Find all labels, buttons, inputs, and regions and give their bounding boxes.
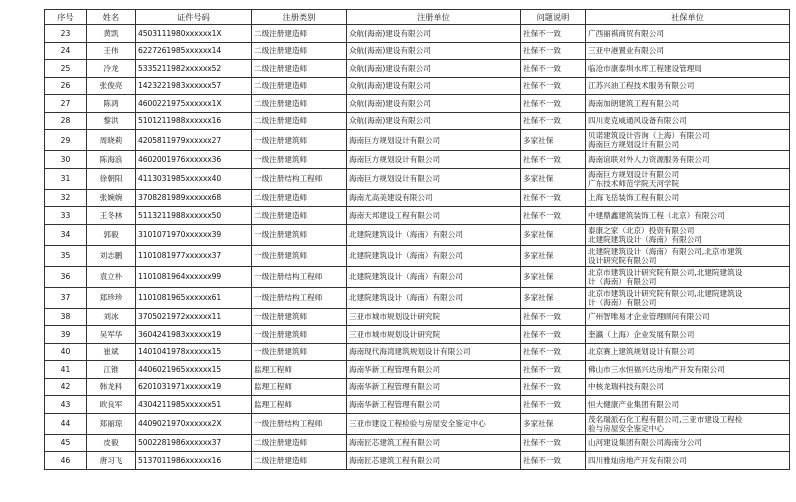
cell-id: 4600221975xxxxxx1X	[136, 95, 252, 113]
cell-social	[586, 168, 790, 189]
cell-type: 监理工程师	[252, 396, 347, 414]
social-line: 计（海南）有限公司	[588, 276, 657, 286]
table-row	[45, 361, 790, 379]
cell-name: 崔斌	[87, 343, 136, 361]
cell-unit: 北建院建筑设计（海南）有限公司	[347, 266, 521, 287]
social-line: 广西丽祺商贸有限公司	[588, 28, 664, 38]
cell-id: 4205811979xxxxxx27	[136, 130, 252, 151]
cell-id: 1101081977xxxxxx37	[136, 245, 252, 266]
cell-id: 1401041978xxxxxx15	[136, 343, 252, 361]
cell-social	[586, 151, 790, 169]
table-row	[45, 207, 790, 225]
cell-name: 王伟	[87, 42, 136, 60]
table-row	[45, 326, 790, 344]
social-line: 海南巨方规划设计有限公司	[588, 140, 680, 149]
cell-no: 39	[45, 326, 87, 344]
table-row	[45, 396, 790, 414]
social-line: 恒大健康产业集团有限公司	[588, 399, 680, 409]
table-row	[45, 434, 790, 452]
cell-name: 郑珍珍	[87, 287, 136, 308]
cell-no: 32	[45, 189, 87, 207]
social-line: 海南巨方规划设计有限公司	[588, 169, 680, 179]
cell-id: 3705021972xxxxxx11	[136, 308, 252, 326]
cell-name: 黎洪	[87, 112, 136, 130]
social-line: 临沧市康泰圳水库工程建设管理局	[588, 63, 702, 73]
social-line: 北京赛上建筑规划设计有限公司	[588, 347, 695, 357]
cell-unit: 众航(海南)建设有限公司	[347, 112, 521, 130]
cell-type: 一级注册结构工程师	[252, 168, 347, 189]
cell-id: 1101081964xxxxxx99	[136, 266, 252, 287]
social-line: 上海飞岳装饰工程有限公司	[588, 193, 680, 203]
cell-unit: 海南巨方规划设计有限公司	[347, 168, 521, 189]
cell-id: 5137011986xxxxxx16	[136, 452, 252, 470]
cell-name: 黄凯	[87, 25, 136, 43]
cell-unit: 海南华新工程管理有限公司	[347, 361, 521, 379]
cell-name: 刘冰	[87, 308, 136, 326]
social-line: 北建院建筑设计（海南）有限公司,北京市建筑	[588, 246, 743, 256]
cell-social	[586, 77, 790, 95]
cell-social	[586, 396, 790, 414]
cell-unit: 海南华新工程管理有限公司	[347, 378, 521, 396]
cell-social	[586, 112, 790, 130]
cell-unit: 北建院建筑设计（海南）有限公司	[347, 224, 521, 245]
cell-social	[586, 189, 790, 207]
cell-social	[586, 434, 790, 452]
social-line: 贝诺建筑设计咨询（上海）有限公司	[588, 131, 710, 140]
header-type: 注册类别	[252, 10, 347, 25]
table-row	[45, 413, 790, 434]
social-line: 海南加朗建筑工程有限公司	[588, 98, 680, 108]
cell-issue: 社保不一致	[521, 112, 586, 130]
cell-unit: 众航(海南)建设有限公司	[347, 25, 521, 43]
cell-social	[586, 452, 790, 470]
cell-id: 4304211985xxxxxx51	[136, 396, 252, 414]
cell-no: 45	[45, 434, 87, 452]
social-line: 设计研究院有限公司	[588, 255, 657, 265]
cell-issue: 社保不一致	[521, 77, 586, 95]
cell-type: 二级注册建造师	[252, 189, 347, 207]
cell-unit: 众航(海南)建设有限公司	[347, 42, 521, 60]
cell-social	[586, 287, 790, 308]
table-row	[45, 42, 790, 60]
cell-no: 24	[45, 42, 87, 60]
social-line: 佛山市三水恒福兴达房地产开发有限公司	[588, 364, 725, 374]
cell-social	[586, 361, 790, 379]
cell-issue: 多家社保	[521, 168, 586, 189]
cell-no: 41	[45, 361, 87, 379]
cell-issue: 社保不一致	[521, 396, 586, 414]
cell-id: 3708281989xxxxxx68	[136, 189, 252, 207]
cell-id: 1101081965xxxxxx61	[136, 287, 252, 308]
header-no: 序号	[45, 10, 87, 25]
cell-type: 二级注册建造师	[252, 452, 347, 470]
cell-social	[586, 245, 790, 266]
cell-unit: 众航(海南)建设有限公司	[347, 77, 521, 95]
table-row	[45, 25, 790, 43]
cell-issue: 社保不一致	[521, 326, 586, 344]
cell-id: 4409021970xxxxxx2X	[136, 413, 252, 434]
cell-issue: 多家社保	[521, 413, 586, 434]
header-unit: 注册单位	[347, 10, 521, 25]
cell-issue: 社保不一致	[521, 25, 586, 43]
cell-type: 一级注册结构工程师	[252, 287, 347, 308]
cell-no: 30	[45, 151, 87, 169]
cell-type: 一级注册建筑师	[252, 224, 347, 245]
cell-name: 徐朝阳	[87, 168, 136, 189]
cell-no: 38	[45, 308, 87, 326]
table-row	[45, 287, 790, 308]
cell-name: 王冬林	[87, 207, 136, 225]
cell-name: 冷龙	[87, 60, 136, 78]
header-name: 姓名	[87, 10, 136, 25]
cell-unit: 海南匠芯建筑工程有限公司	[347, 452, 521, 470]
cell-unit: 海南巨方规划设计有限公司	[347, 151, 521, 169]
cell-no: 23	[45, 25, 87, 43]
cell-issue: 社保不一致	[521, 95, 586, 113]
cell-unit: 海南巨方规划设计有限公司	[347, 130, 521, 151]
social-line: 中核龙瑞科技有限公司	[588, 382, 664, 392]
cell-social	[586, 326, 790, 344]
cell-type: 监理工程师	[252, 361, 347, 379]
cell-issue: 社保不一致	[521, 361, 586, 379]
table-row	[45, 151, 790, 169]
social-line: 茂名瑞派石化工程有限公司,三亚市建设工程检	[588, 414, 743, 424]
cell-type: 监理工程师	[252, 378, 347, 396]
cell-unit: 北建院建筑设计（海南）有限公司	[347, 245, 521, 266]
header-issue: 问题说明	[521, 10, 586, 25]
cell-issue: 社保不一致	[521, 151, 586, 169]
header-social: 社保单位	[586, 10, 790, 25]
table-row	[45, 168, 790, 189]
table-row	[45, 308, 790, 326]
social-line: 北京市建筑设计研究院有限公司,北建院建筑设	[588, 288, 743, 298]
cell-issue: 社保不一致	[521, 42, 586, 60]
cell-name: 陈鸿	[87, 95, 136, 113]
cell-no: 40	[45, 343, 87, 361]
social-line: 奎瀛（上海）企业发展有限公司	[588, 329, 695, 339]
cell-id: 5113211988xxxxxx50	[136, 207, 252, 225]
cell-name: 吴军华	[87, 326, 136, 344]
header-row	[45, 10, 790, 25]
cell-type: 二级注册建造师	[252, 112, 347, 130]
header-id: 证件号码	[136, 10, 252, 25]
cell-issue: 多家社保	[521, 245, 586, 266]
cell-name: 陈海浪	[87, 151, 136, 169]
cell-issue: 社保不一致	[521, 207, 586, 225]
table-row	[45, 189, 790, 207]
table-row	[45, 130, 790, 151]
social-line: 广州智唯易才企业管理顾问有限公司	[588, 312, 710, 322]
cell-type: 一级注册建筑师	[252, 130, 347, 151]
cell-id: 6201031971xxxxxx19	[136, 378, 252, 396]
cell-unit: 海南华新工程管理有限公司	[347, 396, 521, 414]
social-line: 三亚中港置业有限公司	[588, 46, 664, 56]
cell-social	[586, 42, 790, 60]
cell-unit: 三亚市城市规划设计研究院	[347, 326, 521, 344]
cell-social	[586, 95, 790, 113]
cell-no: 46	[45, 452, 87, 470]
table-body	[45, 25, 790, 470]
cell-no: 34	[45, 224, 87, 245]
cell-issue: 社保不一致	[521, 60, 586, 78]
cell-social	[586, 60, 790, 78]
cell-no: 43	[45, 396, 87, 414]
table-row	[45, 77, 790, 95]
registration-table	[44, 9, 790, 470]
cell-type: 二级注册建造师	[252, 77, 347, 95]
cell-type: 二级注册建造师	[252, 42, 347, 60]
cell-no: 33	[45, 207, 87, 225]
cell-unit: 众航(海南)建设有限公司	[347, 60, 521, 78]
cell-name: 郑丽琼	[87, 413, 136, 434]
cell-unit: 海南匠芯建筑工程有限公司	[347, 434, 521, 452]
cell-no: 27	[45, 95, 87, 113]
table-row	[45, 266, 790, 287]
cell-type: 二级注册建造师	[252, 95, 347, 113]
table-row	[45, 378, 790, 396]
cell-id: 4406021965xxxxxx15	[136, 361, 252, 379]
table-row	[45, 343, 790, 361]
cell-no: 31	[45, 168, 87, 189]
cell-type: 二级注册建造师	[252, 207, 347, 225]
cell-unit: 北建院建筑设计（海南）有限公司	[347, 287, 521, 308]
cell-name: 郭毅	[87, 224, 136, 245]
cell-no: 29	[45, 130, 87, 151]
social-line: 广东技术师范学院天河学院	[588, 178, 680, 188]
social-line: 中建鼎鑫建筑装饰工程（北京）有限公司	[588, 210, 725, 220]
cell-id: 6227261985xxxxxx14	[136, 42, 252, 60]
cell-type: 一级注册结构工程师	[252, 413, 347, 434]
cell-unit: 海南现代海湾建筑规划设计有限公司	[347, 343, 521, 361]
cell-social	[586, 343, 790, 361]
social-line: 计（海南）有限公司	[588, 297, 657, 307]
cell-type: 一级注册结构工程师	[252, 266, 347, 287]
cell-name: 刘志鹏	[87, 245, 136, 266]
cell-type: 一级注册建筑师	[252, 245, 347, 266]
table-row	[45, 95, 790, 113]
cell-no: 26	[45, 77, 87, 95]
cell-social	[586, 224, 790, 245]
cell-unit: 众航(海南)建设有限公司	[347, 95, 521, 113]
cell-type: 二级注册建造师	[252, 434, 347, 452]
cell-id: 4113031985xxxxxx40	[136, 168, 252, 189]
cell-social	[586, 378, 790, 396]
social-line: 泰康之家（北京）投资有限公司	[588, 225, 695, 235]
cell-no: 44	[45, 413, 87, 434]
table-row	[45, 245, 790, 266]
cell-issue: 社保不一致	[521, 452, 586, 470]
cell-no: 28	[45, 112, 87, 130]
cell-no: 42	[45, 378, 87, 396]
cell-name: 韩龙科	[87, 378, 136, 396]
social-line: 山河建设集团有限公司海南分公司	[588, 438, 702, 448]
cell-name: 张俊亮	[87, 77, 136, 95]
cell-id: 3101071970xxxxxx39	[136, 224, 252, 245]
cell-type: 二级注册建造师	[252, 25, 347, 43]
cell-unit: 海南尤高美建设有限公司	[347, 189, 521, 207]
cell-issue: 社保不一致	[521, 343, 586, 361]
cell-unit: 三亚市建设工程检验与房屋安全鉴定中心	[347, 413, 521, 434]
cell-issue: 社保不一致	[521, 378, 586, 396]
cell-type: 二级注册建造师	[252, 60, 347, 78]
cell-name: 唐习飞	[87, 452, 136, 470]
cell-name: 欧良军	[87, 396, 136, 414]
social-line: 四川雅灿房地产开发有限公司	[588, 455, 687, 465]
cell-id: 3604241983xxxxxx19	[136, 326, 252, 344]
cell-social	[586, 413, 790, 434]
cell-name: 皮毅	[87, 434, 136, 452]
cell-issue: 多家社保	[521, 287, 586, 308]
cell-type: 一级注册建筑师	[252, 343, 347, 361]
cell-issue: 社保不一致	[521, 434, 586, 452]
cell-no: 25	[45, 60, 87, 78]
social-line: 江苏兴油工程技术服务有限公司	[588, 81, 695, 91]
cell-social	[586, 308, 790, 326]
cell-no: 36	[45, 266, 87, 287]
cell-unit: 海南天邦建设工程有限公司	[347, 207, 521, 225]
cell-id: 1423221983xxxxxx57	[136, 77, 252, 95]
cell-id: 4503111980xxxxxx1X	[136, 25, 252, 43]
cell-type: 一级注册建筑师	[252, 151, 347, 169]
cell-name: 江锥	[87, 361, 136, 379]
table-row	[45, 224, 790, 245]
cell-issue: 多家社保	[521, 266, 586, 287]
table-row	[45, 112, 790, 130]
cell-id: 5101211988xxxxxx16	[136, 112, 252, 130]
cell-id: 5002281986xxxxxx37	[136, 434, 252, 452]
cell-id: 5335211982xxxxxx52	[136, 60, 252, 78]
social-line: 北建院建筑设计（海南）有限公司	[588, 234, 702, 244]
social-line: 北京市建筑设计研究院有限公司,北建院建筑设	[588, 267, 743, 277]
cell-name: 袁立朴	[87, 266, 136, 287]
cell-type: 一级注册建筑师	[252, 308, 347, 326]
cell-name: 周晓莉	[87, 130, 136, 151]
table-row	[45, 60, 790, 78]
cell-issue: 多家社保	[521, 130, 586, 151]
cell-no: 35	[45, 245, 87, 266]
cell-name: 张婉婉	[87, 189, 136, 207]
cell-social	[586, 25, 790, 43]
cell-unit: 三亚市城市规划设计研究院	[347, 308, 521, 326]
cell-issue: 多家社保	[521, 224, 586, 245]
cell-issue: 社保不一致	[521, 189, 586, 207]
table-row	[45, 452, 790, 470]
social-line: 海南谊联对外人力资源服务有限公司	[588, 154, 710, 164]
cell-issue: 社保不一致	[521, 308, 586, 326]
social-line: 验与房屋安全鉴定中心	[588, 423, 664, 433]
social-line: 四川麦克威通风设备有限公司	[588, 116, 687, 126]
cell-social	[586, 207, 790, 225]
cell-social	[586, 266, 790, 287]
cell-no: 37	[45, 287, 87, 308]
cell-id: 4602001976xxxxxx36	[136, 151, 252, 169]
cell-social	[586, 130, 790, 151]
cell-type: 一级注册建筑师	[252, 326, 347, 344]
